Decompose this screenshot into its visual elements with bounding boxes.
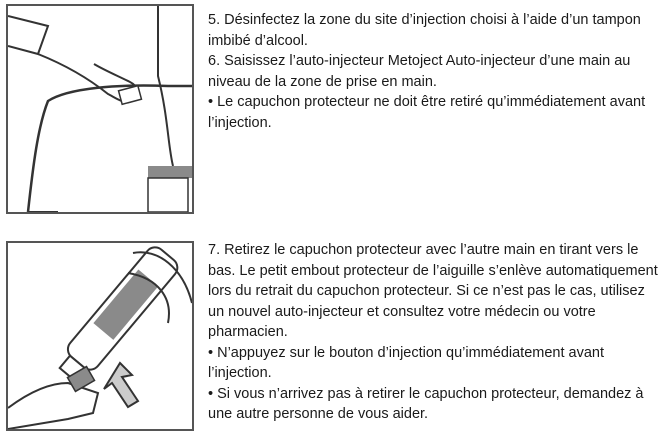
pull-down-arrow-icon <box>104 363 138 407</box>
step-remove-cap-section <box>0 236 664 438</box>
illustration-remove-cap <box>6 241 194 431</box>
instruction-bullet-cap: • Le capuchon protecteur ne doit être retiré qu’immédiatement avant l’injection. <box>208 94 646 131</box>
illustration-disinfect-thigh <box>6 4 194 214</box>
step-2-instructions <box>208 240 660 425</box>
instruction-step-6: 6. Saisissez l’auto-injecteur Metoject Auto-injecteur d’une main au niveau de la zone de prise en main. <box>208 53 631 90</box>
instruction-step-5: 5. Désinfectez la zone du site d’injection choisi à l’aide d’un tampon imbibé d’alcool. <box>208 12 641 49</box>
thigh-swab-drawing <box>8 6 192 212</box>
instruction-bullet-help: • Si vous n’arrivez pas à retirer le capuchon protecteur, demandez à une autre personne de vous aider. <box>208 385 644 422</box>
auto-injector-drawing <box>8 243 192 429</box>
instruction-step-7: 7. Retirez le capuchon protecteur avec l’autre main en tirant vers le bas. Le petit embout protecteur de l’aiguille s’enlève automatiquement lors du retrait du capuchon protecteur. Si ce n’est pas le cas, utilisez un nouvel auto-injecteur et consultez votre médecin ou votre pharmacien. <box>208 242 658 340</box>
instruction-bullet-button: • N’appuyez sur le bouton d’injection qu’immédiatement avant l’injection. <box>208 344 604 381</box>
step-1-instructions <box>208 10 660 133</box>
